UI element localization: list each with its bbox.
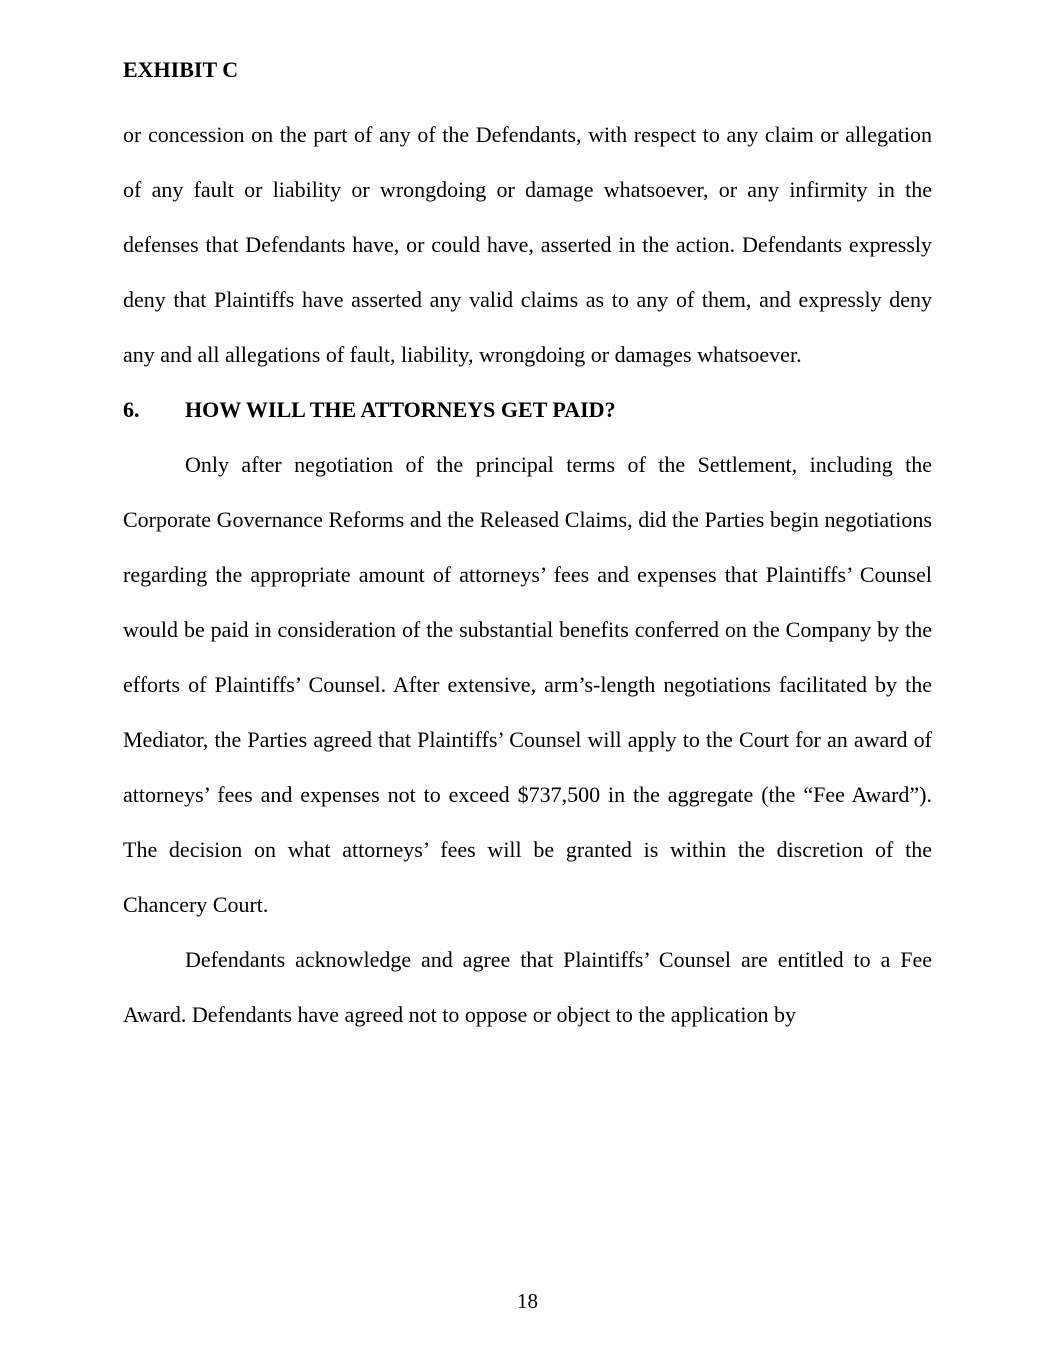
section-heading — [123, 382, 932, 437]
section-number: 6. — [123, 397, 140, 422]
section-title: HOW WILL THE ATTORNEYS GET PAID? — [185, 397, 616, 422]
paragraph-denial-of-liability: or concession on the part of any of the Defendants, with respect to any claim or allegation of any fault or liability or wrongdoing or damage whatsoever, or any infirmity in the defenses that Defendants have, or could have, asserted in the action. Defendants expressly deny that Plaintiffs have asserted any valid claims as to any of them, and expressly deny any and all allegations of fault, liability, wrongdoing or damages whatsoever. — [123, 122, 932, 367]
paragraph-fee-negotiation: Only after negotiation of the principal terms of the Settlement, including the Corporate Governance Reforms and the Released Claims, did the Parties begin negotiations regarding the appropriate amount of attorneys’ fees and expenses that Plaintiffs’ Counsel would be paid in consideration of the substantial benefits conferred on the Company by the efforts of Plaintiffs’ Counsel. After extensive, arm’s-length negotiations facilitated by the Mediator, the Parties agreed that Plaintiffs’ Counsel will apply to the Court for an award of attorneys’ fees and expenses not to exceed $737,500 in the aggregate (the “Fee Award”). The decision on what attorneys’ fees will be granted is within the discretion of the Chancery Court. — [123, 452, 932, 917]
page-number: 18 — [517, 1289, 538, 1313]
paragraph-fee-agreement: Defendants acknowledge and agree that Plaintiffs’ Counsel are entitled to a Fee Award. Defendants have agreed not to oppose or object to the application by — [123, 947, 932, 1027]
exhibit-label: EXHIBIT C — [123, 57, 239, 82]
